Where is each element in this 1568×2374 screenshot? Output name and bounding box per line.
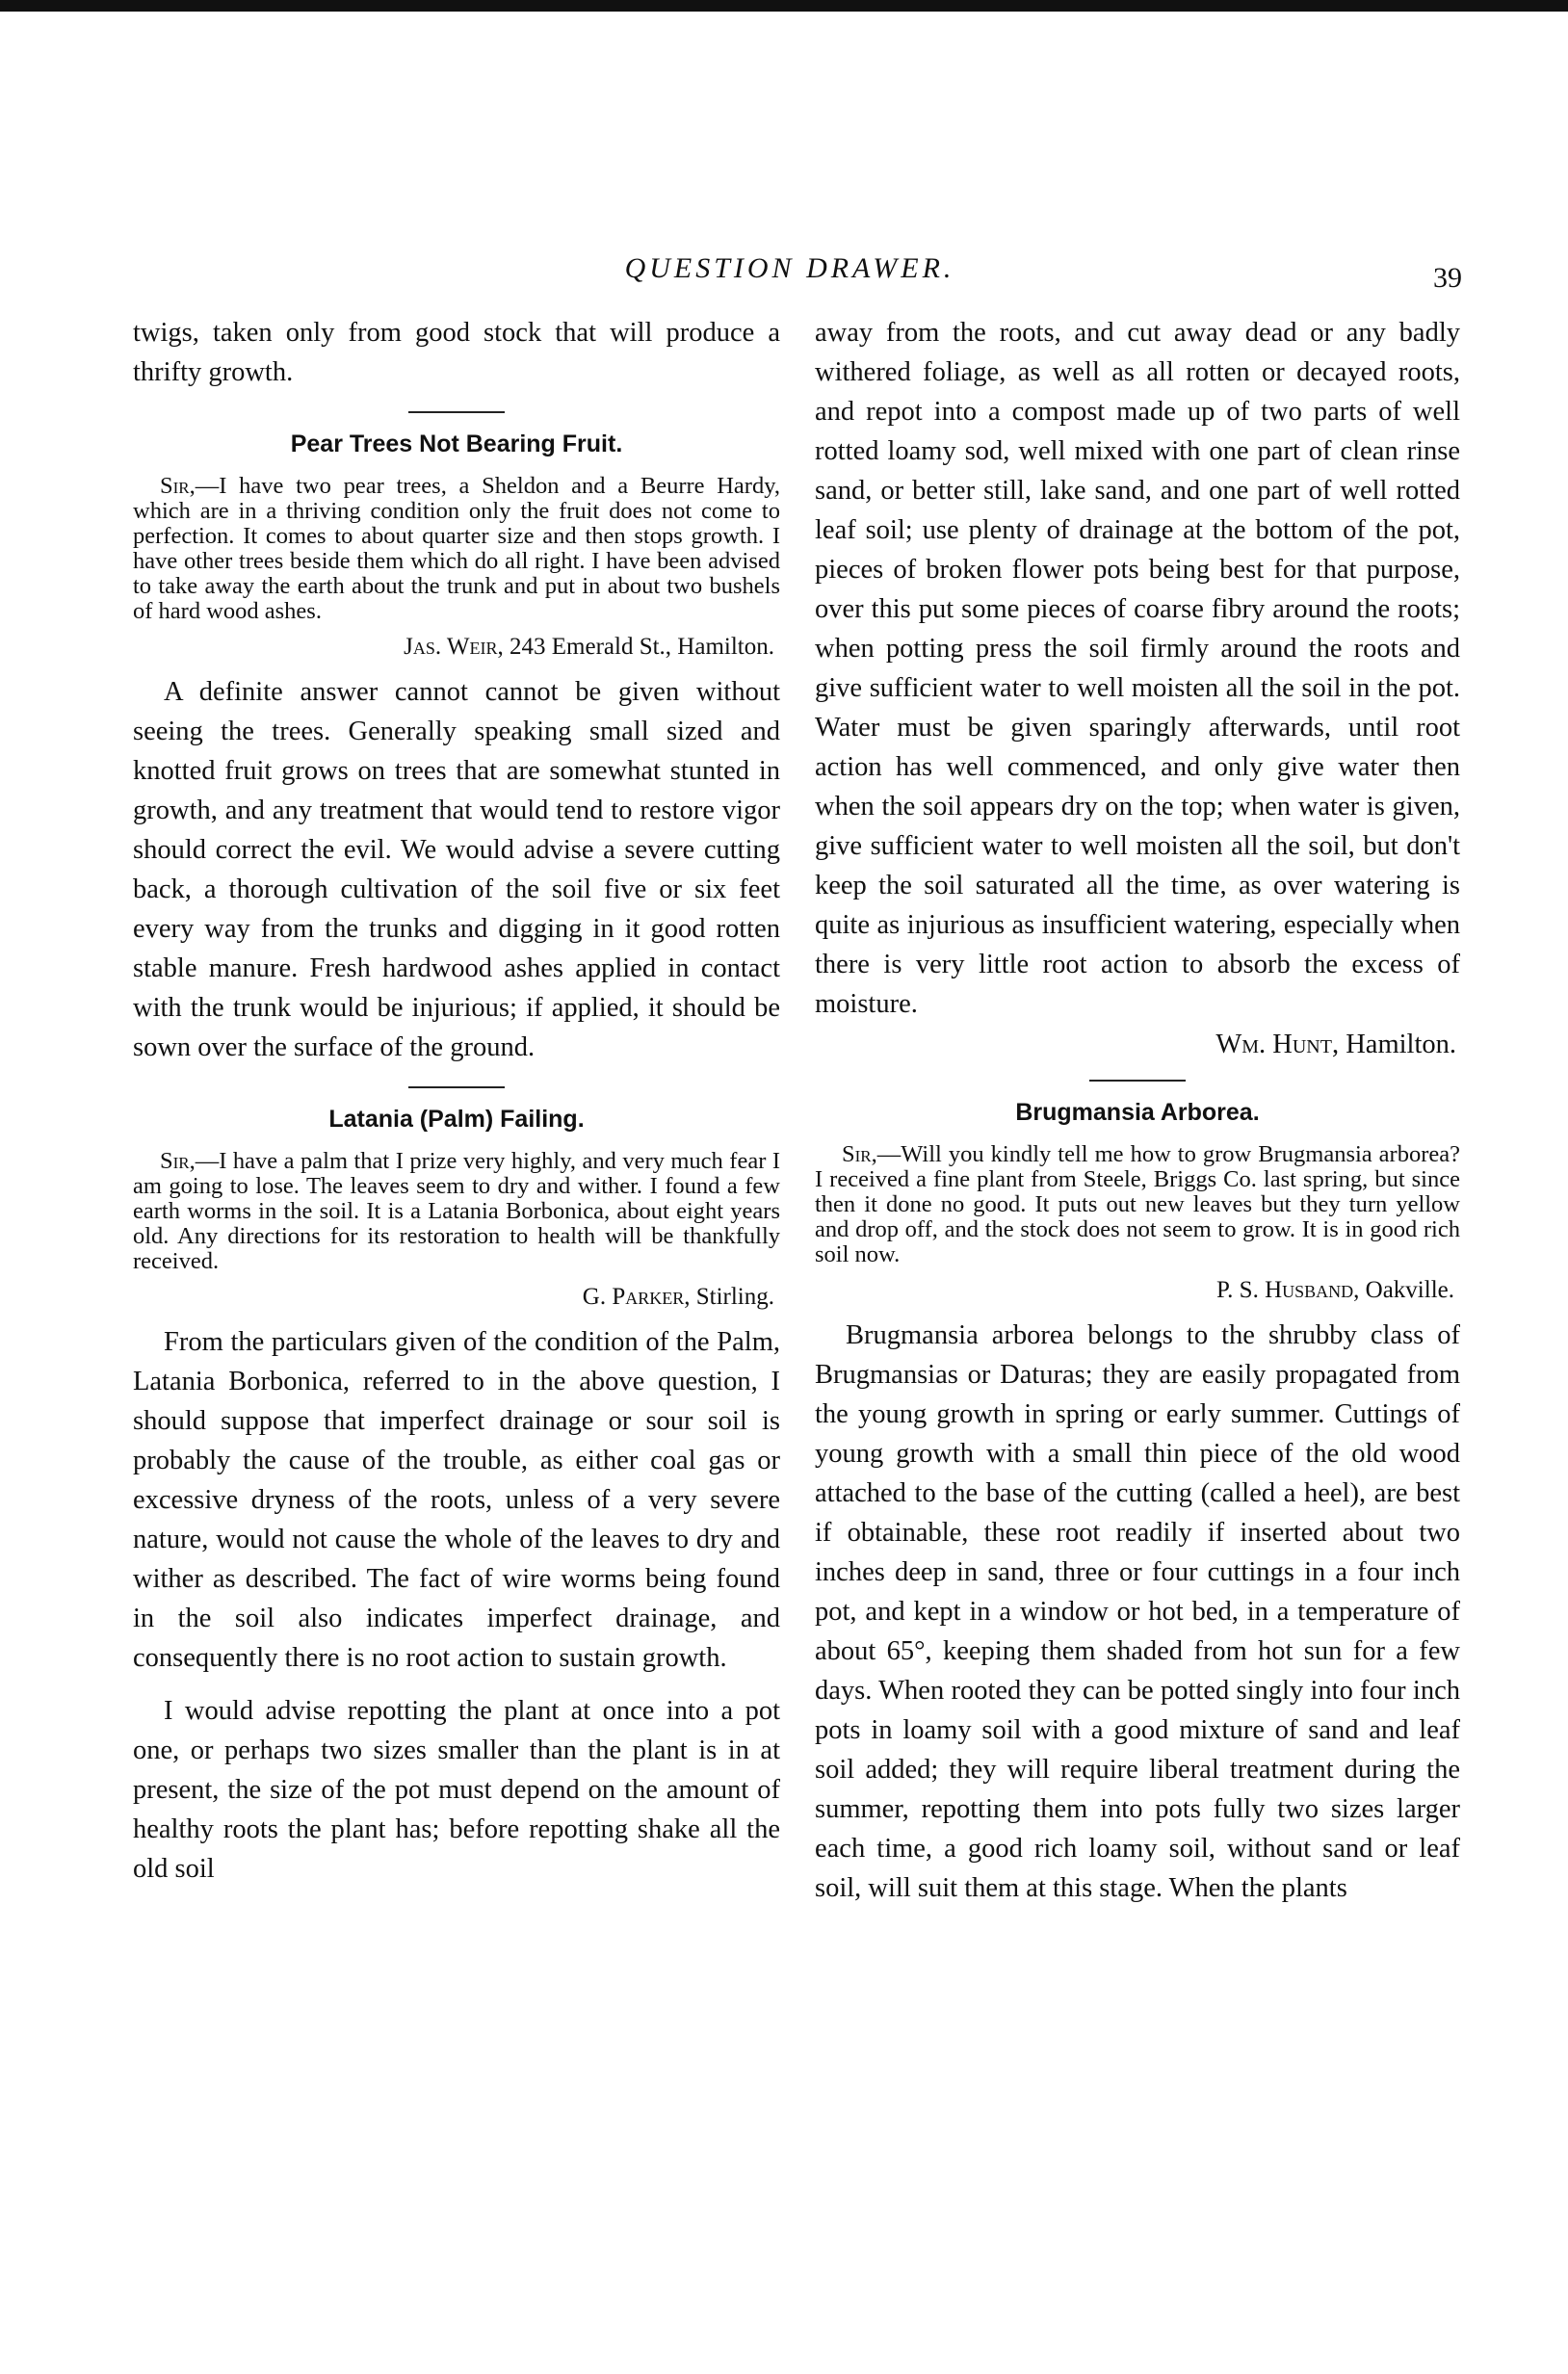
running-head: QUESTION DRAWER. [624,252,955,284]
letter-salutation: Sir, [842,1141,877,1167]
brugmansia-heading: Brugmansia Arborea. [1015,1099,1260,1126]
latania-signature [133,1284,774,1311]
signature-place: 243 Emerald St., Hamilton. [503,634,774,660]
letter-salutation: Sir, [160,1148,196,1174]
signature-name: Wm. Hunt, [1215,1030,1340,1059]
letter-body: —I have two pear trees, a Sheldon and a Beurre Hardy, which are in a thriving condition only the fruit does not come to perfection. It comes to about quarter size and then stops growth. I have other trees beside them which do all right. I have been advised to take away the earth about the trunk and put in about two bushels of hard wood ashes. [133,473,780,624]
section-divider [1089,1080,1186,1082]
latania-heading: Latania (Palm) Failing. [328,1106,585,1133]
page-number: 39 [1433,262,1462,294]
latania-answer-1: From the particulars given of the condition of the Palm, Latania Borbonica, referred to in the above question, I should suppose that imperfect drainage or sour soil is probably the cause of the trouble, as either coal gas or excessive dryness of the roots, unless of a very severe nature, would not cause the whole of the leaves to dry and wither as described. The fact of wire worms being found in the soil also indicates imperfect drainage, and consequently there is no root action to sustain growth. [133,1327,780,1673]
signature-place: Hamilton. [1339,1030,1456,1059]
pear-heading: Pear Trees Not Bearing Fruit. [290,430,623,457]
pear-signature [133,634,774,661]
brugmansia-letter [815,1142,1460,1267]
continuation-signature [815,1030,1456,1060]
signature-name: G. Parker, [582,1284,691,1310]
signature-name: Jas. Weir, [404,634,504,660]
letter-salutation: Sir, [160,473,196,499]
pear-letter [133,474,780,624]
section-divider [408,411,505,413]
intro-continuation: twigs, taken only from good stock that will produce a thrifty growth. [133,318,780,387]
signature-place: Stirling. [690,1284,774,1310]
pear-answer: A definite answer cannot cannot be given without seeing the trees. Generally speaking small sized and knotted fruit grows on trees that are somewhat stunted in growth, and any treatment that would tend to restore vigor should correct the evil. We would advise a severe cutting back, a thorough cultivation of the soil five or six feet every way from the trunks and digging in it good rotten stable manure. Fresh hardwood ashes applied in contact with the trunk would be injurious; if applied, it should be sown over the surface of the ground. [133,677,780,1062]
left-column [133,313,780,1889]
latania-answer-2: I would advise repotting the plant at once into a pot one, or perhaps two sizes smaller than the plant is in at present, the size of the pot must depend on the amount of healthy roots the plant has; before repotting shake all the old soil [133,1696,780,1884]
brugmansia-answer: Brugmansia arborea belongs to the shrubby class of Brugmansias or Daturas; they are easily propagated from the young growth in spring or early summer. Cuttings of young growth with a small thin piece of the old wood attached to the base of the cutting (called a heel), are best if obtainable, these root readily if inserted about two inches deep in sand, three or four cuttings in a four inch pot, and kept in a window or hot bed, in a temperature of about 65°, keeping them shaded from hot sun for a few days. When rooted they can be potted singly into four inch pots in loamy soil with a good mixture of sand and leaf soil added; they will require liberal treatment during the summer, repotting them into pots fully two sizes larger each time, a good rich loamy soil, without sand or leaf soil, will suit them at this stage. When the plants [815,1320,1460,1903]
right-column [815,313,1460,1908]
latania-letter [133,1149,780,1274]
latania-answer-continuation: away from the roots, and cut away dead or any badly withered foliage, as well as all rotten or decayed roots, and repot into a compost made up of two parts of well rotted loamy sod, well mixed with one part of clean rinse sand, or better still, lake sand, and one part of well rotted leaf soil; use plenty of drainage at the bottom of the pot, pieces of broken flower pots being best for that purpose, over this put some pieces of coarse fibry around the roots; when potting press the soil firmly around the roots and give sufficient water to well moisten all the soil in the pot. Water must be given sparingly afterwards, until root action has well commenced, and only give water then when the soil appears dry on the top; when water is given, give sufficient water to well moisten all the soil, but don't keep the soil saturated all the time, as over watering is quite as injurious as insufficient watering, especially when there is very little root action to absorb the excess of moisture. [815,318,1460,1019]
letter-body: —Will you kindly tell me how to grow Brugmansia arborea? I received a fine plant from Steele, Briggs Co. last spring, but since then it done no good. It puts out new leaves but they turn yellow and drop off, and the stock does not seem to grow. It is in good rich soil now. [815,1141,1460,1267]
brugmansia-signature [815,1277,1454,1304]
page-top-edge [0,0,1568,12]
section-divider [408,1086,505,1088]
signature-place: Oakville. [1359,1277,1454,1303]
letter-body: —I have a palm that I prize very highly, and very much fear I am going to lose. The leaves seem to dry and wither. I found a few earth worms in the soil. It is a Latania Borbonica, about eight years old. Any directions for its restoration to health will be thankfully received. [133,1148,780,1274]
signature-name: P. S. Husband, [1216,1277,1360,1303]
